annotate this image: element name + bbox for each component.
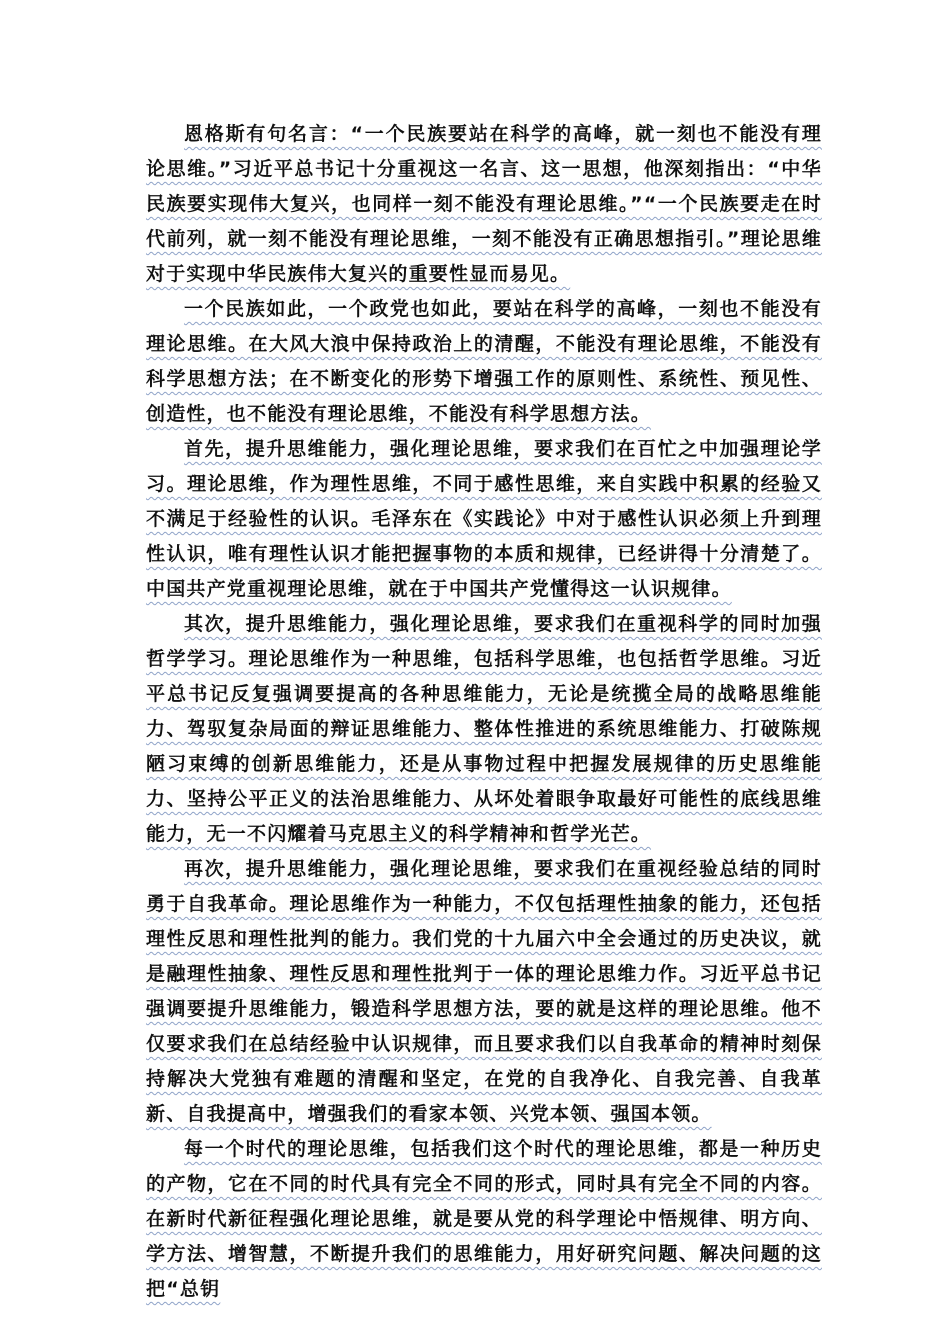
article-body: [146, 117, 822, 1307]
paragraph-2: 一个民族如此，一个政党也如此，要站在科学的高峰，一刻也不能没有理论思维。在大风大浪中保持政治上的清醒，不能没有理论思维，不能没有科学思想方法；在不断变化的形势下增强工作的原则性、系统性、预见性、创造性，也不能没有理论思维，不能没有科学思想方法。: [146, 298, 822, 425]
paragraph-6: 每一个时代的理论思维，包括我们这个时代的理论思维，都是一种历史的产物，它在不同的时代具有完全不同的形式，同时具有完全不同的内容。在新时代新征程强化理论思维，就是要从党的科学理论中悟规律、明方向、学方法、增智慧，不断提升我们的思维能力，用好研究问题、解决问题的这把“总钥: [146, 1138, 822, 1300]
paragraph-5: 再次，提升思维能力，强化理论思维，要求我们在重视经验总结的同时勇于自我革命。理论思维作为一种能力，不仅包括理性抽象的能力，还包括理性反思和理性批判的能力。我们党的十九届六中全会通过的历史决议，就是融理性抽象、理性反思和理性批判于一体的理论思维力作。习近平总书记强调要提升思维能力，锻造科学思想方法，要的就是这样的理论思维。他不仅要求我们在总结经验中认识规律，而且要求我们以自我革命的精神时刻保持解决大党独有难题的清醒和坚定，在党的自我净化、自我完善、自我革新、自我提高中，增强我们的看家本领、兴党本领、强国本领。: [146, 858, 822, 1125]
paragraph-3: 首先，提升思维能力，强化理论思维，要求我们在百忙之中加强理论学习。理论思维，作为理性思维，不同于感性思维，来自实践中积累的经验又不满足于经验性的认识。毛泽东在《实践论》中对于感性认识必须上升到理性认识，唯有理性认识才能把握事物的本质和规律，已经讲得十分清楚了。中国共产党重视理论思维，就在于中国共产党懂得这一认识规律。: [146, 438, 822, 600]
paragraph-1: 恩格斯有句名言：“一个民族要站在科学的高峰，就一刻也不能没有理论思维。”习近平总书记十分重视这一名言、这一思想，他深刻指出：“中华民族要实现伟大复兴，也同样一刻不能没有理论思维。”“一个民族要走在时代前列，就一刻不能没有理论思维，一刻不能没有正确思想指引。”理论思维对于实现中华民族伟大复兴的重要性显而易见。: [146, 123, 822, 285]
paragraph-4: 其次，提升思维能力，强化理论思维，要求我们在重视科学的同时加强哲学学习。理论思维作为一种思维，包括科学思维，也包括哲学思维。习近平总书记反复强调要提高的各种思维能力，无论是统揽全局的战略思维能力、驾驭复杂局面的辩证思维能力、整体性推进的系统思维能力、打破陈规陋习束缚的创新思维能力，还是从事物过程中把握发展规律的历史思维能力、坚持公平正义的法治思维能力、从坏处着眼争取最好可能性的底线思维能力，无一不闪耀着马克思主义的科学精神和哲学光芒。: [146, 613, 822, 845]
